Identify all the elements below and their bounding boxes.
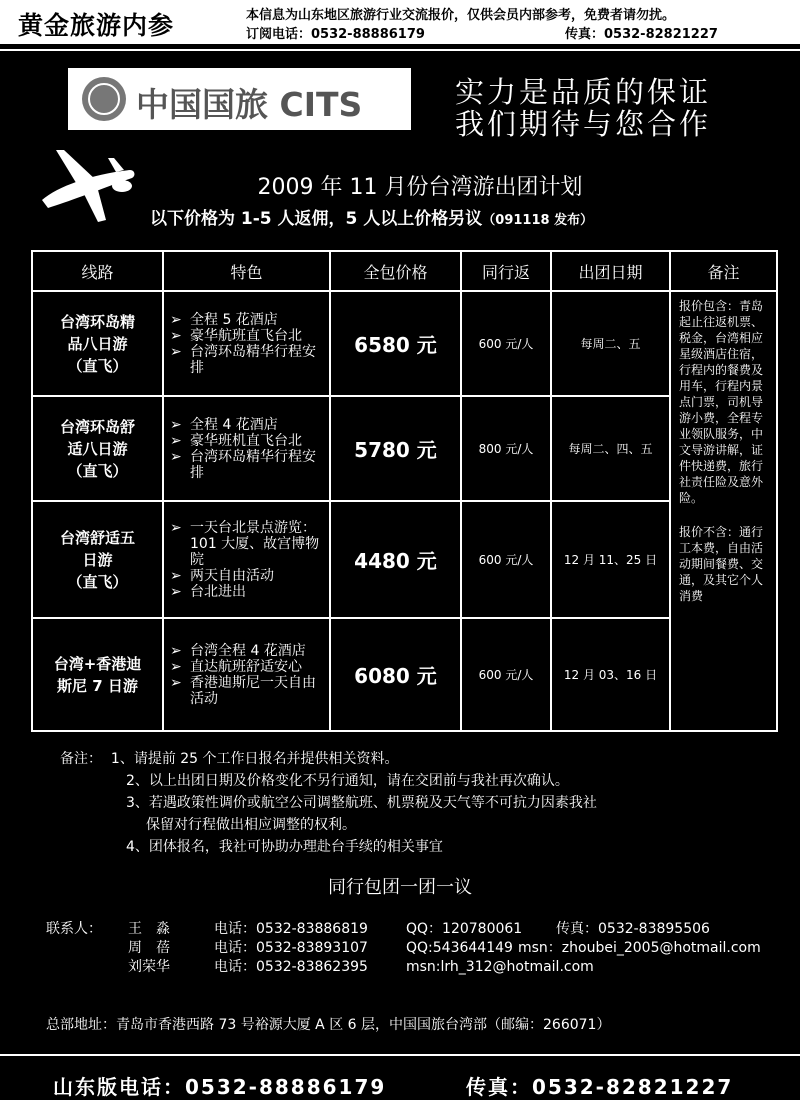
globe-icon bbox=[82, 77, 126, 121]
feature-item: ➢ 全程 5 花酒店 bbox=[168, 312, 325, 328]
subscribe-phone: 订阅电话：0532-88886179 bbox=[246, 27, 425, 42]
header-fax: 传真：0532-82821227 bbox=[565, 27, 718, 42]
feature-item: ➢ 台湾环岛精华行程安排 bbox=[168, 344, 325, 376]
price-cell: 6080 元 bbox=[330, 618, 461, 731]
route-line: （直飞） bbox=[67, 461, 128, 480]
features-cell bbox=[163, 291, 330, 396]
notes-cell bbox=[670, 291, 777, 731]
commission-cell: 600 元/人 bbox=[461, 501, 551, 618]
remark-line: 保留对行程做出相应调整的权利。 bbox=[146, 817, 356, 833]
footer-phone: 山东版电话：0532-88886179 bbox=[53, 1075, 387, 1099]
feature-item: ➢ 台湾全程 4 花酒店 bbox=[168, 643, 325, 659]
top-divider bbox=[0, 49, 800, 51]
route-line: （直飞） bbox=[67, 356, 128, 375]
dates-cell: 12 月 11、25 日 bbox=[551, 501, 670, 618]
header-route: 线路 bbox=[32, 251, 163, 291]
table-row bbox=[32, 291, 777, 396]
remarks-section bbox=[60, 748, 597, 858]
dates-cell: 每周二、四、五 bbox=[551, 396, 670, 501]
route-line: 台湾+香港迪 bbox=[53, 654, 142, 673]
feature-item: ➢ 豪华班机直飞台北 bbox=[168, 433, 325, 449]
route-cell bbox=[32, 396, 163, 501]
route-line: 日游 bbox=[82, 550, 113, 569]
footer-fax: 传真：0532-82821227 bbox=[466, 1075, 734, 1099]
remark-item: 1、请提前 25 个工作日报名并提供相关资料。 bbox=[110, 751, 399, 767]
contact-phone: 电话：0532-83886819 bbox=[214, 921, 368, 937]
commission-cell: 800 元/人 bbox=[461, 396, 551, 501]
feature-item: ➢ 一天台北景点游览：101 大厦、故宫博物院 bbox=[168, 520, 325, 568]
group-slogan: 同行包团一团一议 bbox=[328, 877, 472, 898]
feature-item: ➢ 豪华航班直飞台北 bbox=[168, 328, 325, 344]
brand-title: 黄金旅游内参 bbox=[18, 11, 175, 40]
slogan-line-1: 实力是品质的保证 bbox=[455, 75, 712, 109]
contact-im: msn:lrh_312@hotmail.com bbox=[406, 959, 594, 975]
contact-name: 周 蓓 bbox=[128, 940, 170, 956]
remark-line bbox=[60, 748, 597, 770]
header-dates: 出团日期 bbox=[551, 251, 670, 291]
remark-line: 3、若遇政策性调价或航空公司调整航班、机票税及天气等不可抗力因素我社 bbox=[126, 795, 597, 811]
route-line: 台湾环岛精 bbox=[59, 312, 135, 331]
contact-extra: 传真：0532-83895506 bbox=[556, 921, 710, 937]
feature-item: ➢ 直达航班舒适安心 bbox=[168, 659, 325, 675]
contact-im: QQ：120780061 bbox=[406, 921, 523, 937]
contact-phone: 电话：0532-83862395 bbox=[214, 959, 368, 975]
route-cell bbox=[32, 501, 163, 618]
contact-name: 刘荣华 bbox=[128, 959, 170, 975]
feature-item: ➢ 全程 4 花酒店 bbox=[168, 417, 325, 433]
remark-line: 2、以上出团日期及价格变化不另行通知，请在交团前与我社再次确认。 bbox=[126, 773, 569, 789]
table-header-row bbox=[32, 251, 777, 291]
features-cell bbox=[163, 618, 330, 731]
cits-logo bbox=[68, 68, 411, 130]
publish-code: （091118 发布） bbox=[482, 213, 594, 228]
dates-cell: 12 月 03、16 日 bbox=[551, 618, 670, 731]
price-cell: 6580 元 bbox=[330, 291, 461, 396]
remarks-label: 备注： bbox=[60, 751, 102, 767]
header-notice: 本信息为山东地区旅游行业交流报价，仅供会员内部参考，免费者请勿扰。 bbox=[246, 8, 676, 23]
route-line: 台湾环岛舒 bbox=[59, 417, 135, 436]
header-price: 全包价格 bbox=[330, 251, 461, 291]
dates-cell: 每周二、五 bbox=[551, 291, 670, 396]
commission-cell: 600 元/人 bbox=[461, 291, 551, 396]
contact-extra: msn：zhoubei_2005@hotmail.com bbox=[518, 940, 761, 956]
contact-name: 王 淼 bbox=[128, 921, 170, 937]
table-row bbox=[32, 501, 777, 618]
route-line: 台湾舒适五 bbox=[59, 528, 135, 547]
top-banner bbox=[0, 0, 800, 44]
price-cell: 5780 元 bbox=[330, 396, 461, 501]
commission-cell: 600 元/人 bbox=[461, 618, 551, 731]
route-line: （直飞） bbox=[67, 572, 128, 591]
tour-plan-table bbox=[31, 250, 778, 732]
feature-item: ➢ 两天自由活动 bbox=[168, 568, 325, 584]
feature-item: ➢ 台北进出 bbox=[168, 584, 325, 600]
feature-item: ➢ 台湾环岛精华行程安排 bbox=[168, 449, 325, 481]
header-features: 特色 bbox=[163, 251, 330, 291]
main-title: 2009 年 11 月份台湾游出团计划 bbox=[257, 175, 583, 200]
contacts-label: 联系人： bbox=[46, 921, 102, 937]
route-cell bbox=[32, 618, 163, 731]
sub-title-text: 以下价格为 1-5 人返佣，5 人以上价格另议 bbox=[150, 209, 483, 229]
features-cell bbox=[163, 396, 330, 501]
price-cell: 4480 元 bbox=[330, 501, 461, 618]
route-line: 适八日游 bbox=[67, 439, 128, 458]
headquarters-address: 总部地址：青岛市香港西路 73 号裕源大厦 A 区 6 层，中国国旅台湾部（邮编：266071） bbox=[46, 1017, 611, 1033]
features-cell bbox=[163, 501, 330, 618]
remark-line: 4、团体报名，我社可协助办理赴台手续的相关事宜 bbox=[126, 839, 443, 855]
contact-im: QQ:543644149 bbox=[406, 940, 513, 956]
header-commission: 同行返 bbox=[461, 251, 551, 291]
slogan-line-2: 我们期待与您合作 bbox=[455, 107, 712, 141]
note-included: 报价包含：青岛起止往返机票、税金，台湾相应星级酒店住宿，行程内的餐费及用车，行程内景点门票，司机导游小费，全程专业领队服务，中文导游讲解，证件快递费，旅行社责任险及意外险。 bbox=[679, 299, 764, 505]
sub-title bbox=[150, 204, 593, 229]
logo-text: 中国国旅 CITS bbox=[136, 85, 363, 124]
table-row bbox=[32, 396, 777, 501]
feature-item: ➢ 香港迪斯尼一天自由活动 bbox=[168, 675, 325, 707]
note-excluded: 报价不含：通行工本费，自由活动期间餐费、交通，及其它个人消费 bbox=[679, 525, 764, 603]
contact-phone: 电话：0532-83893107 bbox=[214, 940, 368, 956]
route-line: 品八日游 bbox=[67, 334, 128, 353]
route-cell bbox=[32, 291, 163, 396]
bottom-divider bbox=[0, 1054, 800, 1056]
table-row bbox=[32, 618, 777, 731]
header-notes: 备注 bbox=[670, 251, 777, 291]
route-line: 斯尼 7 日游 bbox=[57, 676, 138, 695]
